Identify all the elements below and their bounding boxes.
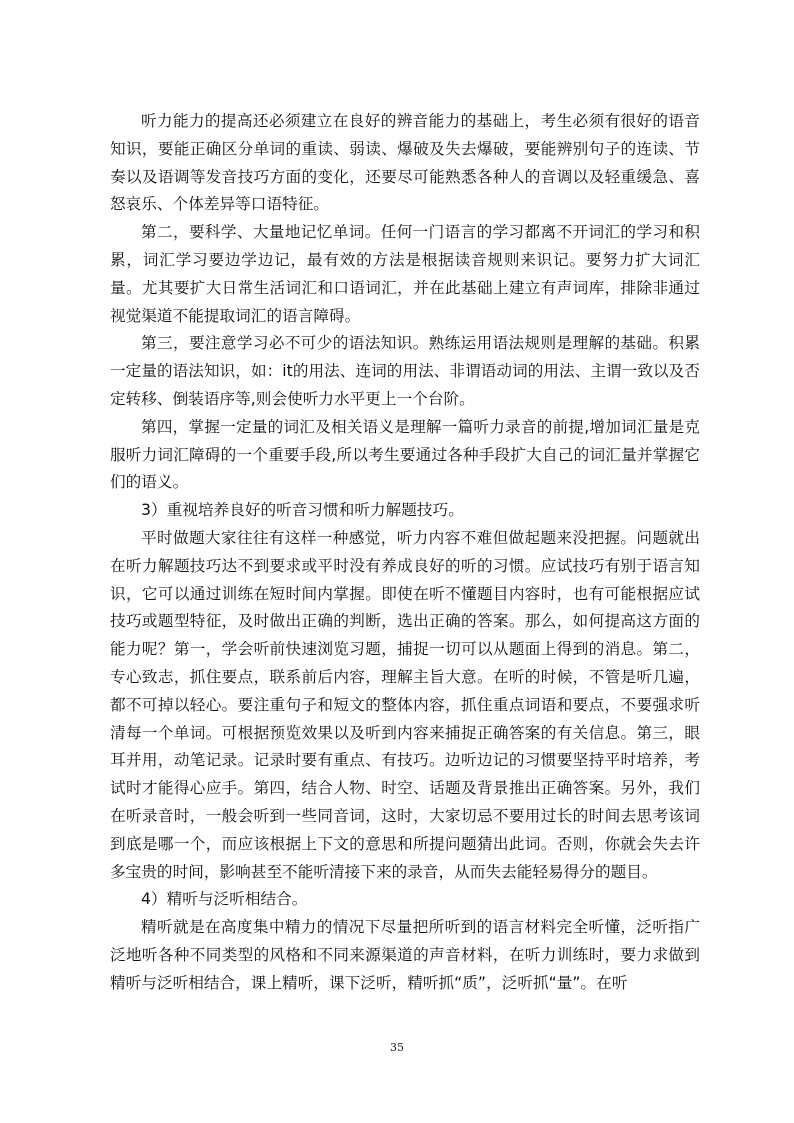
section-heading-listening-habits: 3）重视培养良好的听音习惯和听力解题技巧。 — [141, 501, 464, 520]
paragraph-phonetic-ability: 听力能力的提高还必须建立在良好的辨音能力的基础上，考生必须有很好的语音知识，要能正确区分单词的重读、弱读、爆破及失去爆破，要能辨别句子的连读、节奏以及语调等发音技巧方面的变化，还要尽可能熟悉各种人的音调以及轻重缓急、喜怒哀乐、个体差异等口语特征。 — [110, 112, 700, 214]
paragraph-word-meaning: 第四，掌握一定量的词汇及相关语义是理解一篇听力录音的前提,增加词汇量是克服听力词汇障碍的一个重要手段,所以考生要通过各种手段扩大自己的词汇量并掌握它们的语义。 — [110, 417, 700, 492]
page-number: 35 — [390, 1041, 404, 1054]
body-text — [110, 108, 700, 998]
paragraph-grammar: 第三，要注意学习必不可少的语法知识。熟练运用语法规则是理解的基础。积累一定量的语法知识，如：it的用法、连词的用法、非谓语动词的用法、主谓一致以及否定转移、倒装语序等,则会使听力水平更上一个台阶。 — [110, 334, 700, 408]
paragraph-test-techniques: 平时做题大家往往有这样一种感觉，听力内容不难但做起题来没把握。问题就出在听力解题技巧达不到要求或平时没有养成良好的听的习惯。应试技巧有别于语言知识，它可以通过训练在短时间内掌握。即使在听不懂题目内容时，也有可能根据应试技巧或题型特征，及时做出正确的判断，选出正确的答案。那么，如何提高这方面的能力呢？第一，学会听前快速浏览习题，捕捉一切可以从题面上得到的消息。第二，专心致志，抓住要点，联系前后内容，理解主旨大意。在听的时候，不管是听几遍，都不可掉以轻心。要注重句子和短文的整体内容，抓住重点词语和要点，不要强求听清每一个单词。可根据预览效果以及听到内容来捕捉正确答案的有关信息。第三，眼耳并用，动笔记录。记录时要有重点、有技巧。边听边记的习惯要坚持平时培养，考试时才能得心应手。第四，结合人物、时空、话题及背景推出正确答案。另外，我们在听录音时，一般会听到一些同音词，这时，大家切忌不要用过长的时间去思考该词到底是哪一个，而应该根据上下文的意思和所提问题猜出此词。否则，你就会失去许多宝贵的时间，影响甚至不能听清接下来的录音，从而失去能轻易得分的题目。 — [110, 528, 700, 881]
section-heading-intensive-extensive: 4）精听与泛听相结合。 — [141, 890, 308, 909]
paragraph-intensive-extensive: 精听就是在高度集中精力的情况下尽量把所听到的语言材料完全听懂，泛听指广泛地听各种不同类型的风格和不同来源渠道的声音材料，在听力训练时，要力求做到精听与泛听相结合，课上精听，课下泛听，精听抓“质”，泛听抓“量”。在听 — [110, 918, 700, 992]
paragraph-vocabulary: 第二，要科学、大量地记忆单词。任何一门语言的学习都离不开词汇的学习和积累，词汇学习要边学边记，最有效的方法是根据读音规则来识记。要努力扩大词汇量。尤其要扩大日常生活词汇和口语词汇，并在此基础上建立有声词库，排除非通过视觉渠道不能提取词汇的语言障碍。 — [110, 223, 700, 325]
